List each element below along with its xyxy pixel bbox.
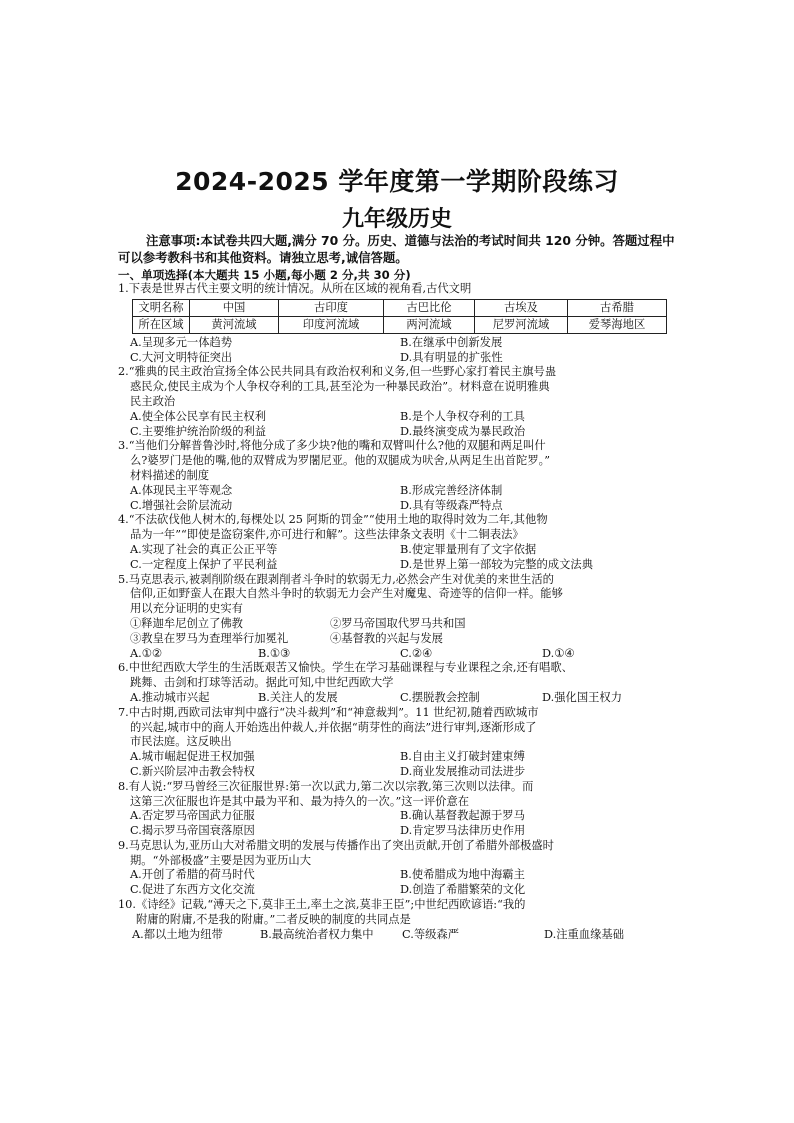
option-c[interactable]: C.新兴阶层冲击教会特权: [130, 764, 255, 778]
table-cell: 黄河流域: [190, 316, 279, 333]
exam-notice: 注意事项:本试卷共四大题,满分 70 分。历史、道德与法治的考试时间共 120 分钟。答题过程中可以参考教科书和其他资料。请独立思考,诚信答题。: [118, 233, 675, 265]
question-items: [118, 617, 680, 647]
answer-options: [118, 484, 680, 514]
question-stem: 7.中古时期,西欧司法审判中盛行“决斗裁判”和“神意裁判”。11 世纪初,随着西欧城市: [118, 705, 539, 719]
option-a[interactable]: A.城市崛起促进王权加强: [130, 750, 255, 764]
option-b[interactable]: B.在继承中创新发展: [400, 335, 503, 349]
table-cell: 古希腊: [568, 299, 667, 316]
option-a[interactable]: A.①②: [130, 646, 163, 660]
question-text: 跳舞、击剑和打球等活动。据此可知,中世纪西欧大学: [130, 676, 394, 690]
question-4: [118, 513, 680, 572]
question-6: [118, 661, 680, 705]
question-text: 品为一年”“即使是盗窃案件,亦可进行和解”。这些法律条文表明《十二铜表法》: [130, 528, 524, 542]
question-stem: 8.有人说:“罗马曾经三次征服世界:第一次以武力,第二次以宗教,第三次则以法律。而: [118, 779, 534, 793]
question-stem: 9.马克思认为,亚历山大对希腊文明的发展与传播作出了突出贡献,开创了希腊外部极盛时: [118, 838, 554, 852]
question-text: 这第三次征服也许是其中最为平和、最为持久的一次。”这一评价意在: [130, 794, 470, 808]
option-c[interactable]: C.揭示罗马帝国衰落原因: [130, 824, 255, 838]
question-stem: 5.马克思表示,被剥削阶级在跟剥削者斗争时的软弱无力,必然会产生对优美的来世生活的: [118, 572, 554, 586]
question-text: 市民法庭。这反映出: [130, 735, 232, 749]
exam-subject: 九年级历史: [341, 207, 452, 232]
option-b[interactable]: B.关注人的发展: [258, 690, 338, 704]
option-c[interactable]: C.主要维护统治阶级的利益: [130, 424, 267, 438]
list-item: ④基督教的兴起与发展: [330, 631, 443, 645]
option-d[interactable]: D.具有明显的扩张性: [400, 350, 503, 364]
option-d[interactable]: D.强化国王权力: [542, 690, 623, 704]
option-c[interactable]: C.促进了东西方文化交流: [130, 883, 255, 897]
answer-options: [118, 809, 680, 839]
question-stem: 10.《诗经》记载,“溥天之下,莫非王土,率土之滨,莫非王臣”;中世纪西欧谚语:“我的: [118, 898, 526, 912]
question-1: [118, 282, 680, 365]
list-item: ①释迦牟尼创立了佛教: [130, 616, 243, 630]
question-text: 材料描述的制度: [130, 468, 210, 482]
answer-options: [118, 928, 680, 943]
exam-title: 2024-2025 学年度第一学期阶段练习: [175, 167, 619, 196]
table-cell: 爱琴海地区: [568, 316, 667, 333]
option-d[interactable]: D.创造了希腊繁荣的文化: [400, 883, 526, 897]
option-a[interactable]: A.使全体公民享有民主权利: [130, 409, 267, 423]
option-c[interactable]: C.增强社会阶层流动: [130, 498, 233, 512]
question-text: 信仰,正如野蛮人在跟大自然斗争时的软弱无力会产生对魔鬼、奇迹等的信仰一样。能够: [130, 587, 563, 601]
option-c[interactable]: C.②④: [400, 646, 433, 660]
option-b[interactable]: B.使希腊成为地中海霸主: [400, 868, 525, 882]
question-7: [118, 706, 680, 780]
question-text: 用以充分证明的史实有: [130, 602, 243, 616]
option-d[interactable]: D.①④: [542, 646, 575, 660]
option-b[interactable]: B.形成完善经济体制: [400, 483, 503, 497]
option-a[interactable]: A.体现民主平等观念: [130, 483, 233, 497]
table-cell: 两河流域: [384, 316, 475, 333]
table-cell: 古埃及: [475, 299, 568, 316]
question-stem: 3.“当他们分解普鲁沙时,将他分成了多少块?他的嘴和双臂叫什么?他的双腿和两足叫什: [118, 439, 546, 453]
option-d[interactable]: D.最终演变成为暴民政治: [400, 424, 526, 438]
question-text: 的兴起,城市中的商人开始选出仲裁人,并依据“萌芽性的商法”进行审判,逐渐形成了: [130, 720, 537, 734]
option-b[interactable]: B.是个人争权夺利的工具: [400, 409, 525, 423]
question-8: [118, 780, 680, 839]
question-text: 附庸的附庸,不是我的附庸。”二者反映的制度的共同点是: [136, 912, 411, 926]
question-3: [118, 439, 680, 513]
section-title: 一、单项选择(本大题共 15 小题,每小题 2 分,共 30 分): [118, 268, 411, 282]
table-cell: 文明名称: [133, 299, 190, 316]
answer-options: [118, 750, 680, 780]
option-a[interactable]: A.否定罗马帝国武力征服: [130, 809, 255, 823]
question-text: 期。“外部极盛”主要是因为亚历山大: [130, 853, 312, 867]
option-c[interactable]: C.一定程度上保护了平民利益: [130, 557, 278, 571]
question-stem: 2.“雅典的民主政治宣扬全体公民共同具有政治权利和义务,但一些野心家打着民主旗号蛊: [118, 365, 557, 379]
option-b[interactable]: B.使定罪量刑有了文字依据: [400, 542, 537, 556]
option-a[interactable]: A.开创了希腊的荷马时代: [130, 868, 255, 882]
answer-options: [118, 868, 680, 898]
table-cell: 古巴比伦: [384, 299, 475, 316]
question-2: [118, 365, 680, 439]
answer-options: [118, 336, 680, 366]
option-b[interactable]: B.确认基督教起源于罗马: [400, 809, 525, 823]
option-a[interactable]: A.呈现多元一体趋势: [130, 335, 233, 349]
option-c[interactable]: C.摆脱教会控制: [400, 690, 480, 704]
list-item: ②罗马帝国取代罗马共和国: [330, 616, 466, 630]
table-cell: 尼罗河流域: [475, 316, 568, 333]
question-text: 惑民众,使民主成为个人争权夺利的工具,甚至沦为一种暴民政治”。材料意在说明雅典: [130, 380, 550, 394]
option-c[interactable]: C.等级森严: [402, 927, 460, 941]
option-d[interactable]: D.商业发展推动司法进步: [400, 764, 526, 778]
question-stem: 4.“不法砍伐他人树木的,每棵处以 25 阿斯的罚金”“使用土地的取得时效为二年,其他物: [118, 513, 548, 527]
option-a[interactable]: A.推动城市兴起: [130, 690, 210, 704]
questions-area: [118, 282, 680, 942]
answer-options: [118, 410, 680, 440]
option-d[interactable]: D.肯定罗马法律历史作用: [400, 824, 526, 838]
answer-options: [118, 647, 680, 662]
question-stem: 6.中世纪西欧大学生的生活既艰苦又愉快。学生在学习基础课程与专业课程之余,还有唱歌、: [118, 661, 573, 675]
option-d[interactable]: D.是世界上第一部较为完整的成文法典: [400, 557, 593, 571]
question-10: [118, 898, 680, 942]
question-5: [118, 573, 680, 662]
question-stem: 1.下表是世界古代主要文明的统计情况。从所在区域的视角看,古代文明: [118, 282, 472, 295]
option-d[interactable]: D.注重血缘基础: [544, 927, 625, 941]
option-a[interactable]: A.实现了社会的真正公正平等: [130, 542, 278, 556]
option-d[interactable]: D.具有等级森严特点: [400, 498, 503, 512]
table-row: [133, 299, 667, 316]
question-9: [118, 839, 680, 898]
table-cell: 所在区域: [133, 316, 190, 333]
option-b[interactable]: B.①③: [258, 646, 291, 660]
table-cell: 中国: [190, 299, 279, 316]
table-row: [133, 316, 667, 333]
question-text: 民主政治: [130, 394, 176, 408]
question-text: 么?婆罗门是他的嘴,他的双臂成为罗闍尼亚。他的双腿成为吠舍,从两足生出首陀罗。”: [130, 454, 551, 468]
list-item: ③教皇在罗马为查理举行加冕礼: [130, 631, 289, 645]
option-b[interactable]: B.最高统治者权力集中: [260, 927, 374, 941]
option-c[interactable]: C.大河文明特征突出: [130, 350, 233, 364]
table-cell: 印度河流域: [279, 316, 384, 333]
civilization-table: [132, 299, 667, 334]
answer-options: [118, 543, 680, 573]
answer-options: [118, 691, 680, 706]
table-cell: 古印度: [279, 299, 384, 316]
option-b[interactable]: B.自由主义打破封建束缚: [400, 750, 525, 764]
option-a[interactable]: A.都以土地为纽带: [132, 927, 223, 941]
